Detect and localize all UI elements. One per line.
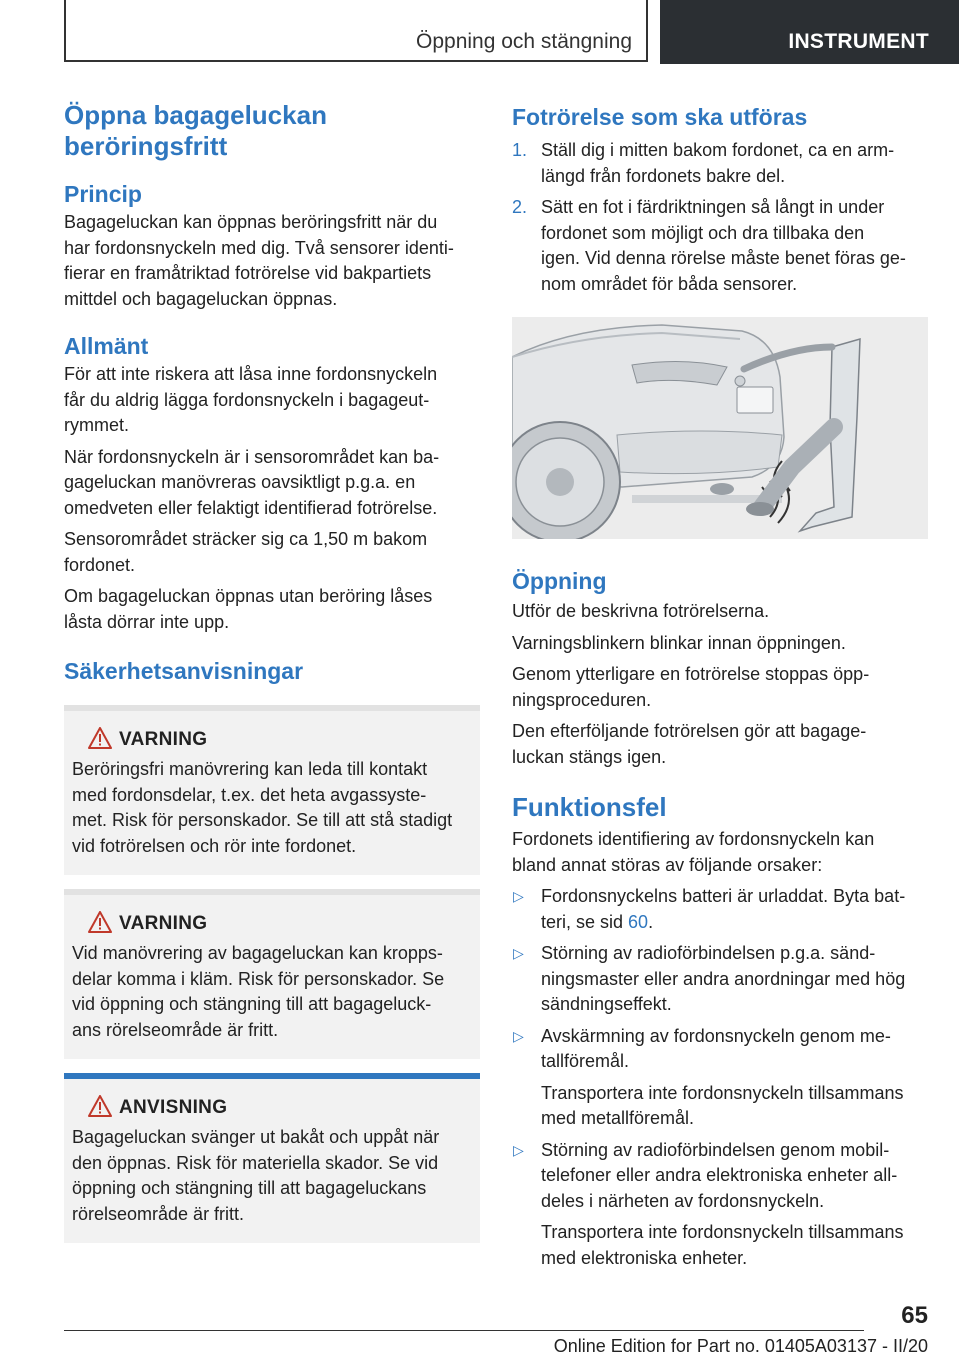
- general-paragraph-1: För att inte riskera att låsa inne fordonsnyckeln får du aldrig lägga fordonsnyckeln i bagageut- rymmet.: [64, 364, 438, 435]
- list-item: ▷ Fordonsnyckelns batteri är urladdat. Byta bat- teri, se sid 60.: [513, 886, 906, 932]
- warning-triangle-icon: [88, 1095, 112, 1117]
- safety-heading: Säkerhetsanvisningar: [64, 658, 304, 684]
- chapter-tab: [64, 0, 648, 62]
- page-link[interactable]: 60: [628, 911, 649, 932]
- opening-paragraph-2: Varningsblinkern blinkar innan öppningen.: [512, 632, 846, 653]
- list-item: ▷ Störning av radioförbindelsen p.g.a. sänd- ningsmaster eller andra anordningar med hög sändningseffekt.: [513, 943, 906, 1014]
- opening-paragraph-1: Utför de beskrivna fotrörelserna.: [512, 601, 770, 621]
- warning-title: VARNING: [119, 729, 208, 750]
- triangle-bullet-icon: ▷: [513, 1027, 524, 1044]
- list-item: ▷ Störning av radioförbindelsen genom mobil- telefoner eller andra elektroniska enheter all- deles i närheten av fordonsnyckeln. Transportera inte fordonsnyckeln tillsammans med elektroniska enheter.: [513, 1139, 904, 1268]
- notice-text: Bagageluckan svänger ut bakåt och uppåt när den öppnas. Risk för materiella skador. Se vid öppning och stängning till att bagageluckans rörelseområde är fritt.: [72, 1127, 440, 1224]
- warning-box-1: [64, 705, 480, 875]
- list-item: 1. Ställ dig i mitten bakom fordonet, ca en arm- längd från fordonets bakre del.: [512, 140, 895, 186]
- malfunction-heading: Funktionsfel: [512, 792, 667, 822]
- list-item: 2. Sätt en fot i färdriktningen så långt in under fordonet som möjligt och dra tillbaka den igen. Vid denna rörelse måste benet föras ge- nom området för båda sensorer.: [512, 197, 906, 294]
- chapter-title: Öppning och stängning: [416, 30, 632, 53]
- notice-title: ANVISNING: [119, 1097, 228, 1118]
- triangle-bullet-icon: ▷: [513, 945, 524, 961]
- page-number: 65: [901, 1302, 928, 1329]
- left-column: [64, 100, 480, 1243]
- warning-box-2: [64, 889, 480, 1059]
- triangle-bullet-icon: ▷: [513, 888, 524, 904]
- warning-title: VARNING: [119, 913, 208, 934]
- section-tab: [660, 0, 959, 64]
- opening-heading: Öppning: [512, 568, 607, 594]
- opening-paragraph-4: Den efterföljande fotrörelsen gör att bagage- luckan stängs igen.: [512, 721, 867, 767]
- section-title: INSTRUMENT: [788, 30, 929, 53]
- warning-triangle-icon: [88, 727, 112, 749]
- right-column: [512, 100, 928, 1271]
- triangle-bullet-icon: ▷: [513, 1141, 524, 1158]
- steps-list: [512, 138, 928, 297]
- warning-text: Vid manövrering av bagageluckan kan kropps- delar komma i kläm. Risk för personskador. Se vid öppning och stängning till att bagageluck- ans rörelseområde är fritt.: [72, 943, 445, 1040]
- warning-triangle-icon: [88, 911, 112, 933]
- general-paragraph-2: När fordonsnyckeln är i sensorområdet kan ba- gageluckan manövreras oavsiktligt p.g.a. en omedveten eller felaktigt identifierad fotrörelse.: [64, 446, 440, 518]
- car-rear-foot-icon: [512, 317, 928, 539]
- general-paragraph-3: Sensorområdet sträcker sig ca 1,50 m bakom fordonet.: [64, 529, 428, 575]
- main-title: Öppna bagageluckan beröringsfritt: [64, 100, 327, 161]
- notice-box: [64, 1073, 480, 1243]
- principle-heading: Princip: [64, 181, 142, 207]
- opening-paragraph-3: Genom ytterligare en fotrörelse stoppas öpp- ningsproceduren.: [512, 664, 870, 710]
- malfunction-intro: Fordonets identifiering av fordonsnyckeln kan bland annat störas av följande orsaker:: [512, 829, 875, 875]
- general-heading: Allmänt: [64, 333, 149, 359]
- warning-text: Beröringsfri manövrering kan leda till kontakt med fordonsdelar, t.ex. det heta avgassyste- met. Risk för personskador. Se till att stå stadigt vid fotrörelsen och rör inte fordonet.: [72, 759, 453, 856]
- causes-list: [512, 884, 928, 1271]
- principle-text: Bagageluckan kan öppnas beröringsfritt när du har fordonsnyckeln med dig. Två sensorer identi- fierar en framåtriktad fotrörelse vid bakpartiets mittdel och bagageluckan öppnas.: [64, 212, 454, 309]
- foot-gesture-illustration: [512, 317, 928, 539]
- general-paragraph-4: Om bagageluckan öppnas utan beröring låses låsta dörrar inte upp.: [64, 586, 433, 632]
- edition-info: Online Edition for Part no. 01405A03137 - II/20: [553, 1336, 928, 1356]
- list-item: ▷ Avskärmning av fordonsnyckeln genom me- tallföremål. Transportera inte fordonsnyckeln tillsammans med metallföremål.: [513, 1025, 904, 1128]
- page-header: [64, 0, 959, 66]
- movement-heading: Fotrörelse som ska utföras: [512, 104, 808, 130]
